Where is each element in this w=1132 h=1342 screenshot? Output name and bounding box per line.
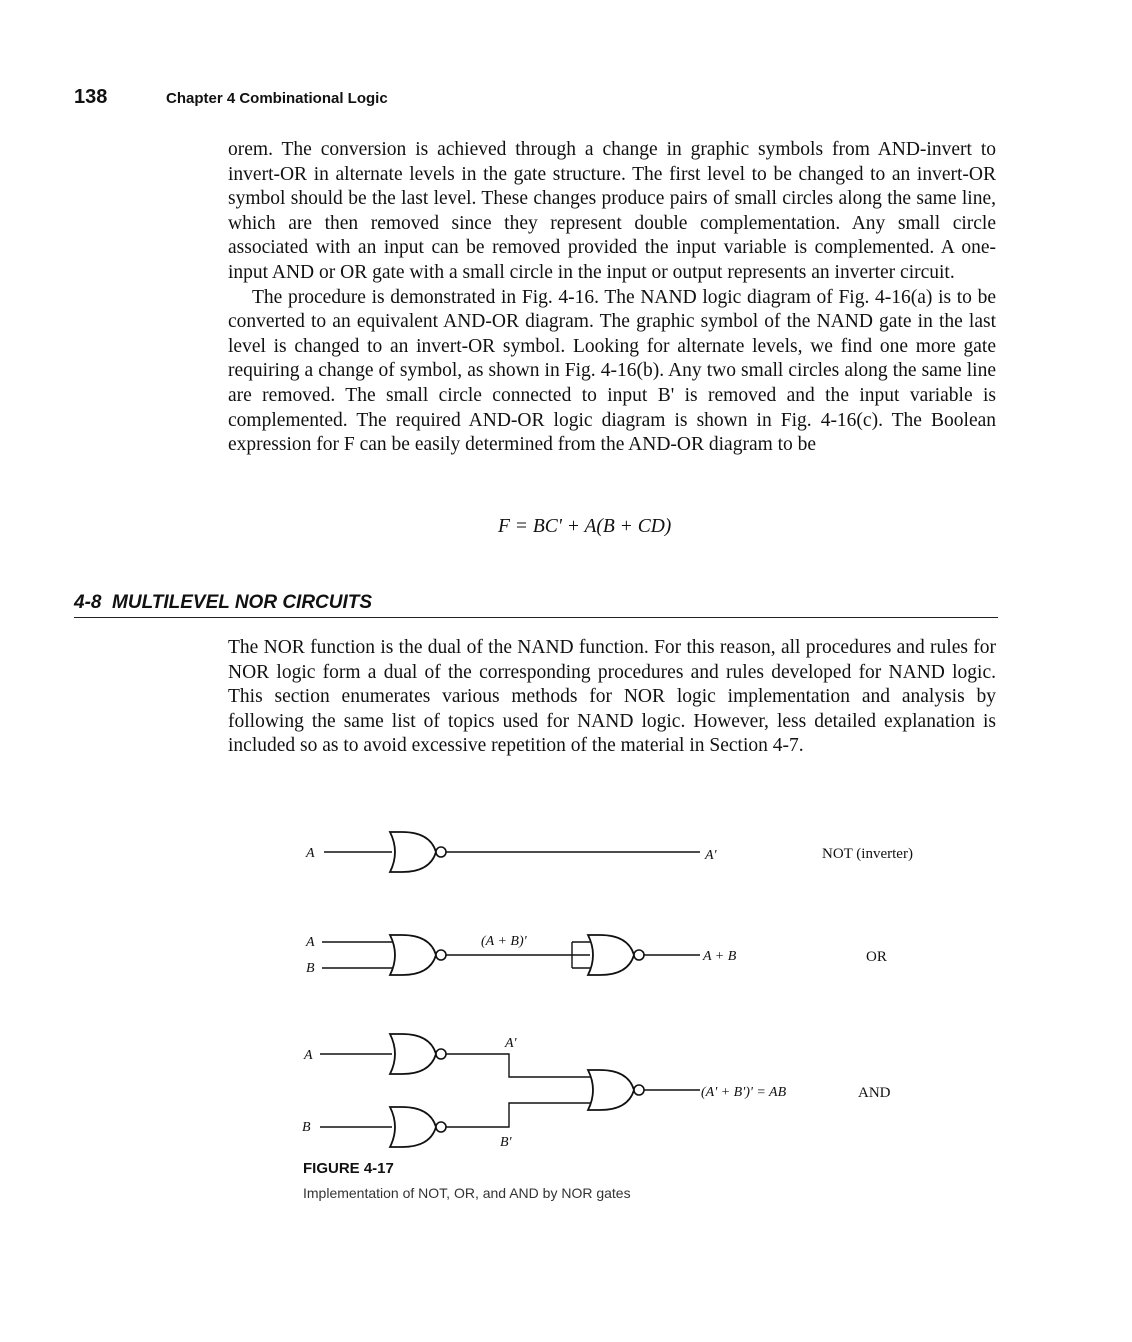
nor-gate-and-a (390, 1034, 446, 1074)
nor-gate-not (390, 832, 446, 872)
chapter-title: Chapter 4 Combinational Logic (166, 90, 388, 107)
figure-caption: Implementation of NOT, OR, and AND by NOR gates (303, 1185, 631, 1201)
or-input-a-label: A (306, 935, 315, 950)
page-number: 138 (74, 86, 108, 108)
section-heading: 4-8 MULTILEVEL NOR CIRCUITS (74, 592, 373, 613)
and-b-comp-wire (446, 1103, 590, 1127)
paragraph-2: The procedure is demonstrated in Fig. 4-16. The NAND logic diagram of Fig. 4-16(a) is to be converted to an equivalent AND-OR diagram. The graphic symbol of the NAND gate in the last level is changed to an invert-OR symbol. Looking for alternate levels, we find one more gate requiring a change of symbol, as shown in Fig. 4-16(b). Any two small circles along the same line are removed. The small circle connected to input B' is removed and the input variable is complemented. The required AND-OR logic diagram is shown in Fig. 4-16(c). The Boolean expression for F can be easily determined from the AND-OR diagram to be (228, 286, 996, 456)
nor-gate-or-2 (588, 935, 644, 975)
or-row (305, 934, 887, 976)
or-intermediate-label: (A + B)' (481, 934, 527, 949)
not-row (305, 832, 913, 872)
nor-gate-and-b (390, 1107, 446, 1147)
boolean-equation: F = BC' + A(B + CD) (498, 516, 672, 537)
or-row-name: OR (866, 949, 887, 965)
nor-gate-and-final (588, 1070, 644, 1110)
or-output-label: A + B (703, 949, 737, 964)
and-input-a-label: A (304, 1048, 313, 1063)
nor-gate-or-1 (390, 935, 446, 975)
figure-title: FIGURE 4-17 (303, 1160, 394, 1177)
not-output-label: A' (705, 848, 717, 863)
paragraph-3: The NOR function is the dual of the NAND function. For this reason, all procedures and rules for NOR logic form a dual of the corresponding procedures and rules developed for NAND logic. This section enumerates various methods for NOR logic implementation and analysis by following the same list of topics used for NAND logic. However, less detailed explanation is included so as to avoid excessive repetition of the material in Section 4-7. (228, 637, 996, 757)
and-output-label: (A' + B')' = AB (701, 1085, 787, 1100)
or-input-b-label: B (306, 961, 315, 976)
and-row-name: AND (858, 1085, 891, 1101)
and-b-comp-label: B' (500, 1135, 512, 1150)
not-input-label: A (306, 846, 315, 861)
and-row (302, 1034, 891, 1150)
paragraph-1: orem. The conversion is achieved through a change in graphic symbols from AND-invert to invert-OR in alternate levels in the gate structure. The first level to be changed to an invert-OR symbol should be the last level. These changes produce pairs of small circles along the same line, which are then removed since they represent double complementation. Any small circle associated with an input can be removed provided the input variable is complemented. A one-input AND or OR gate with a small circle in the input or output represents an inverter circuit. (228, 139, 996, 283)
and-input-b-label: B (302, 1120, 311, 1135)
not-row-name: NOT (inverter) (822, 846, 913, 862)
and-a-comp-wire (446, 1054, 590, 1077)
and-a-comp-label: A' (505, 1036, 517, 1051)
